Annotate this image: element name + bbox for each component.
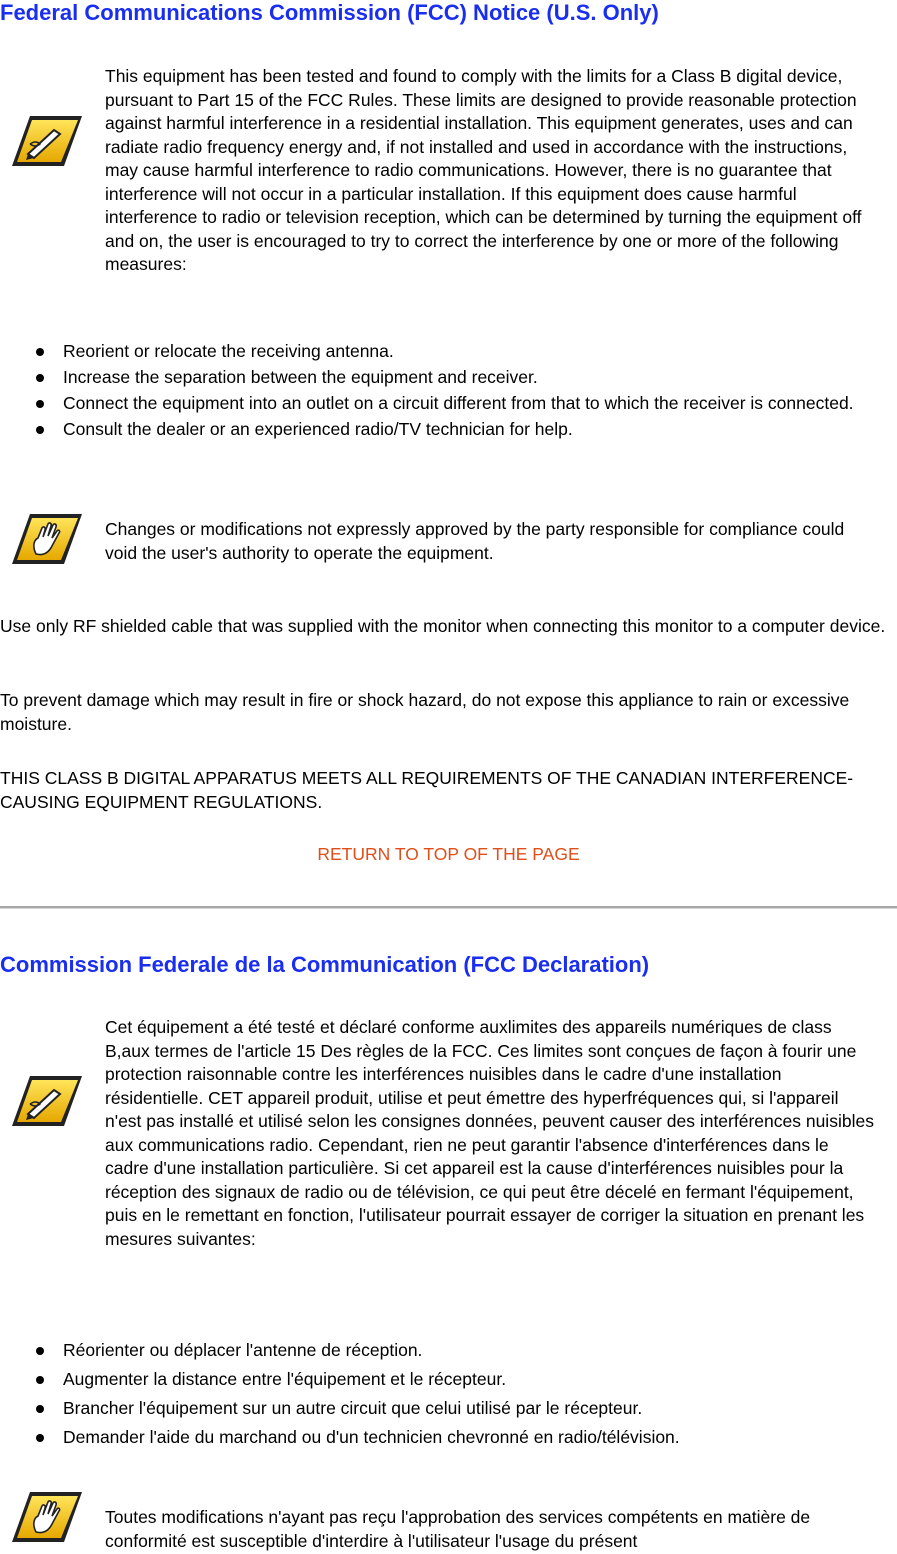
- fcc-us-notice-text: This equipment has been tested and found to comply with the limits for a Class B digital device, pursuant to Part 15 of the FCC Rules. These limits are designed to provide reasonable protection against harmful interference in a residential installation. This equipment generates, uses and can radiate radio frequency energy and, if not installed and used in accordance with the instructions, may cause harmful interference to radio communications. However, there is no guarantee that interference will not occur in a particular installation. If this equipment does cause harmful interference to radio or television reception, which can be determined by turning the equipment off and on, the user is encouraged to try to correct the interference by one or more of the following measures:: [105, 66, 862, 274]
- list-item: Reorient or relocate the receiving antenna.: [0, 338, 897, 364]
- list-item: Réorienter ou déplacer l'antenne de réception.: [0, 1336, 897, 1365]
- cable-notice-text: Use only RF shielded cable that was supplied with the monitor when connecting this monitor to a computer device.: [0, 616, 886, 636]
- list-item: Brancher l'équipement sur un autre circuit que celui utilisé par le récepteur.: [0, 1394, 897, 1423]
- fcc-fr-notice-text: Cet équipement a été testé et déclaré conforme auxlimites des appareils numériques de class B,aux termes de l'article 15 Des règles de la FCC. Ces limites sont conçues de façon à fourir une protection raisonnable contre les interférences nuisibles dans le cadre d'une installation résidentielle. CET appareil produit, utilise et peut émettre des hyperfréquences qui, si l'appareil n'est pas installé et utilisé selon les consignes données, peuvent causer des interférences nuisibles aux communications radio. Cependant, rien ne peut garantir l'absence d'interférences dans le cadre d'une installation particulière. Si cet appareil est la cause d'interférences nuisibles pour la réception des signaux de radio ou de télévision, ce qui peut être décelé en fermant l'équipement, puis en le remettant en fonction, l'utilisateur pourrait essayer de corriger la situation en prenant les mesures suivantes:: [105, 1017, 874, 1249]
- list-item: Demander l'aide du marchand ou d'un technicien chevronné en radio/télévision.: [0, 1423, 897, 1452]
- fcc-us-warning-text: Changes or modifications not expressly approved by the party responsible for compliance could void the user's authority to operate the equipment.: [105, 519, 845, 563]
- fcc-us-heading: Federal Communications Commission (FCC) Notice (U.S. Only): [0, 0, 659, 25]
- fcc-fr-heading: Commission Federale de la Communication (FCC Declaration): [0, 952, 650, 977]
- fcc-us-measures-list: [0, 338, 897, 442]
- list-item: Connect the equipment into an outlet on a circuit different from that to which the receiver is connected.: [0, 390, 897, 416]
- list-item: Augmenter la distance entre l'équipement et le récepteur.: [0, 1365, 897, 1394]
- fcc-fr-warning-text: Toutes modifications n'ayant pas reçu l'approbation des services compétents en matière de conformité est susceptible d'interdire à l'utilisateur l'usage du présent: [105, 1507, 811, 1551]
- note-icon: [8, 1072, 86, 1130]
- list-item: Increase the separation between the equipment and receiver.: [0, 364, 897, 390]
- hand-warning-icon: [8, 1488, 86, 1546]
- canada-notice-text: THIS CLASS B DIGITAL APPARATUS MEETS ALL REQUIREMENTS OF THE CANADIAN INTERFERENCE-CAUSING EQUIPMENT REGULATIONS.: [0, 768, 854, 812]
- list-item: Consult the dealer or an experienced radio/TV technician for help.: [0, 416, 897, 442]
- fcc-fr-measures-list: [0, 1336, 897, 1452]
- moisture-notice-text: To prevent damage which may result in fire or shock hazard, do not expose this appliance to rain or excessive moisture.: [0, 690, 850, 734]
- section-divider: [0, 906, 897, 909]
- note-icon: [8, 112, 86, 170]
- hand-warning-icon: [8, 510, 86, 568]
- return-to-top-link[interactable]: RETURN TO TOP OF THE PAGE: [317, 844, 580, 864]
